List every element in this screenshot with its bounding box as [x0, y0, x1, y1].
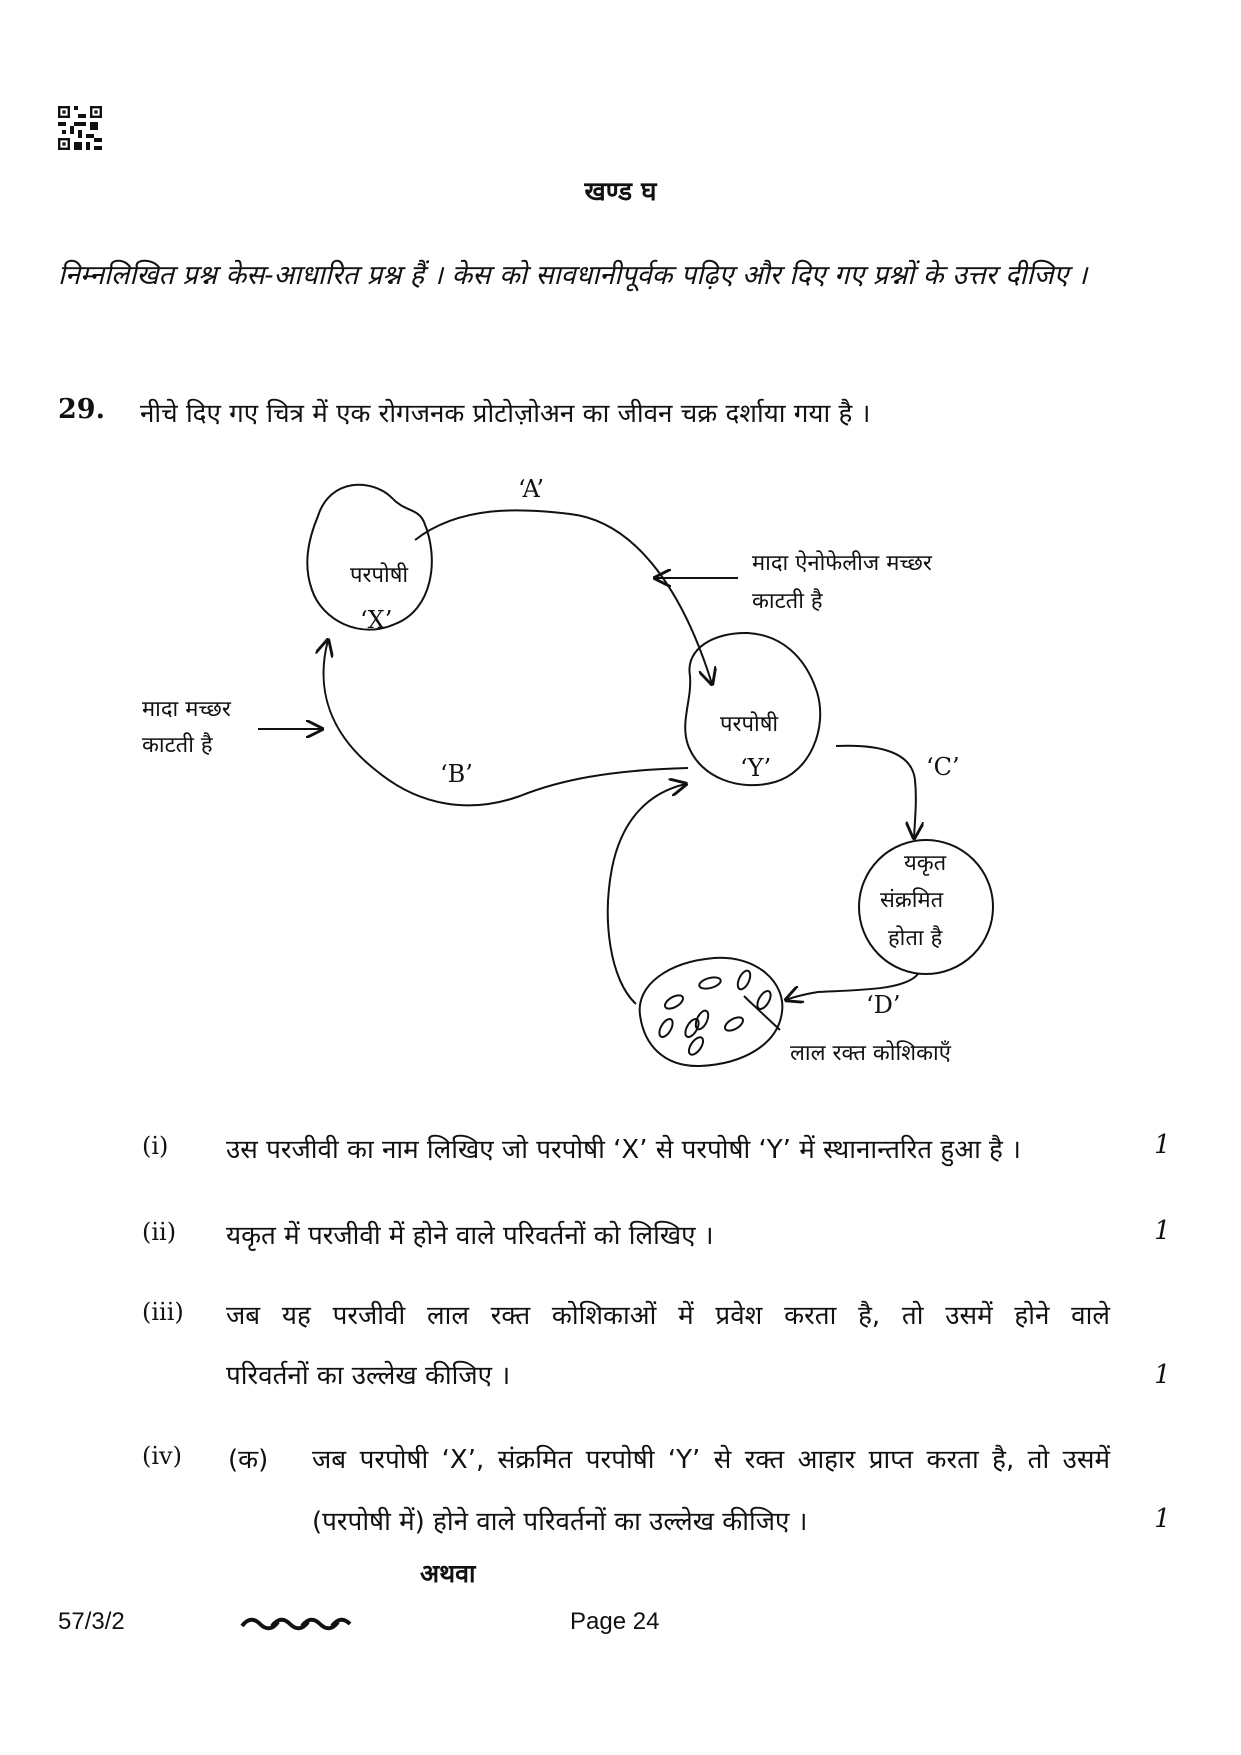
- anopheles-label-line2: काटती है: [752, 589, 823, 614]
- host-y-line1: परपोषी: [720, 712, 779, 737]
- arrow-b: [324, 640, 688, 805]
- label-b: ‘B’: [440, 760, 473, 788]
- footer-tilde-decoration: [240, 1614, 352, 1634]
- subq-ii-text: यकृत में परजीवी में होने वाले परिवर्तनों को लिखिए ।: [226, 1221, 714, 1251]
- footer-code: 57/3/2: [58, 1608, 125, 1635]
- host-y-line2: ‘Y’: [740, 754, 772, 782]
- mosquito-label-line1: मादा मच्छर: [142, 697, 231, 722]
- host-x-line2: ‘X’: [360, 606, 393, 634]
- arrow-return: [608, 784, 686, 1004]
- subq-iv-sub: (क): [228, 1445, 269, 1475]
- subq-ii-marks: 1: [1154, 1216, 1171, 1246]
- life-cycle-diagram: [0, 440, 1241, 1100]
- subq-ii-number: (ii): [142, 1218, 177, 1246]
- subq-iii-line2: परिवर्तनों का उल्लेख कीजिए ।: [226, 1361, 511, 1391]
- liver-label-line3: होता है: [888, 926, 943, 951]
- subq-iii-marks: 1: [1154, 1360, 1171, 1390]
- subq-iii-number: (iii): [142, 1298, 184, 1326]
- question-text: नीचे दिए गए चित्र में एक रोगजनक प्रोटोज़ोअन का जीवन चक्र दर्शाया गया है ।: [140, 399, 871, 429]
- mosquito-label-line2: काटती है: [142, 733, 213, 758]
- subq-iv-marks: 1: [1154, 1504, 1171, 1534]
- anopheles-label-line1: मादा ऐनोफेलीज मच्छर: [752, 551, 932, 576]
- subq-iv-number: (iv): [142, 1442, 182, 1470]
- arrow-c: [836, 746, 916, 838]
- label-c: ‘C’: [926, 753, 960, 781]
- subq-iii-line1: जब यह परजीवी लाल रक्त कोशिकाओं में प्रवेश करता है, तो उसमें होने वाले: [226, 1301, 1110, 1331]
- subq-iv-line1: जब परपोषी ‘X’, संक्रमित परपोषी ‘Y’ से रक्त आहार प्राप्त करता है, तो उसमें: [312, 1445, 1110, 1475]
- question-number: 29.: [58, 394, 105, 425]
- subq-iv-line2: (परपोषी में) होने वाले परिवर्तनों का उल्लेख कीजिए ।: [312, 1507, 808, 1537]
- rbc-label: लाल रक्त कोशिकाएँ: [790, 1041, 951, 1066]
- instruction-text: निम्नलिखित प्रश्न केस-आधारित प्रश्न हैं । केस को सावधानीपूर्वक पढ़िए और दिए गए प्रश्नों के उत्तर दीजिए ।: [58, 260, 1088, 291]
- label-d: ‘D’: [866, 991, 901, 1019]
- subq-i-marks: 1: [1154, 1130, 1171, 1160]
- section-title: खण्ड घ: [584, 177, 657, 207]
- liver-label-line2: संक्रमित: [880, 888, 944, 913]
- or-text: अथवा: [420, 1559, 476, 1588]
- liver-label-line1: यकृत: [904, 851, 947, 876]
- subq-i-number: (i): [142, 1132, 169, 1160]
- label-a: ‘A’: [518, 475, 544, 503]
- qr-code: [58, 106, 102, 150]
- arrow-a: [415, 510, 712, 684]
- footer-page: Page 24: [570, 1608, 660, 1635]
- host-x-line1: परपोषी: [350, 563, 409, 588]
- subq-i-text: उस परजीवी का नाम लिखिए जो परपोषी ‘X’ से परपोषी ‘Y’ में स्थानान्तरित हुआ है ।: [226, 1135, 1021, 1165]
- rbc-pointer: [744, 996, 780, 1030]
